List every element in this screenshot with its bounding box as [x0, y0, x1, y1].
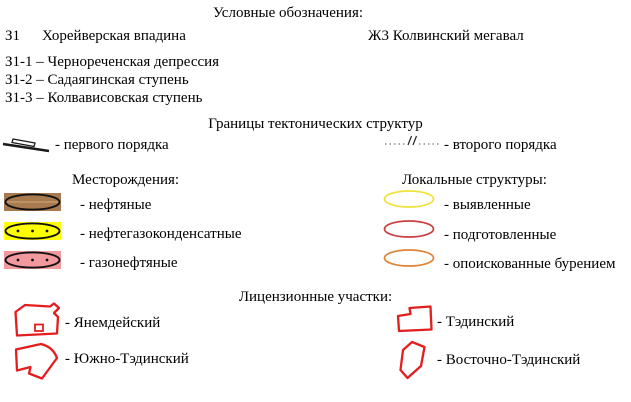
boundaries-heading: Границы тектонических структур	[208, 116, 423, 132]
oil-field-icon	[4, 193, 61, 211]
identified-structure-icon	[383, 189, 435, 209]
tectonic-code-left: З1	[5, 28, 21, 44]
tedinsky-area-label: - Тэдинский	[437, 314, 515, 330]
tedinsky-area-icon	[396, 305, 434, 333]
gas-oil-field-icon	[4, 251, 61, 269]
tectonic-sub-item: З1-1 – Чернореченская депрессия	[5, 54, 220, 70]
gas-oil-field-label: - газонефтяные	[80, 255, 178, 271]
tectonic-name-right: Ж3 Колвинский мегавал	[368, 28, 524, 44]
license-areas-heading: Лицензионные участки:	[238, 289, 393, 305]
drilled-structure-label: - опоискованные бурением	[444, 256, 616, 272]
second-order-boundary-label: - второго порядка	[444, 137, 557, 153]
first-order-boundary-label: - первого порядка	[55, 137, 169, 153]
vostochno-tedinsky-area-icon	[398, 340, 428, 382]
second-order-boundary-icon	[384, 132, 440, 150]
oil-gas-condensate-field-icon	[4, 222, 61, 240]
yuzhno-tedinsky-area-label: - Южно-Тэдинский	[65, 351, 189, 367]
drilled-structure-icon	[383, 248, 435, 268]
tectonic-sub-item: З1-2 – Садаягинская ступень	[5, 72, 189, 88]
identified-structure-label: - выявленные	[444, 197, 531, 213]
yanemdeysky-area-label: - Янемдейский	[65, 315, 161, 331]
vostochno-tedinsky-area-label: - Восточно-Тэдинский	[437, 352, 581, 368]
first-order-boundary-icon	[2, 135, 50, 155]
prepared-structure-icon	[383, 219, 435, 239]
yanemdeysky-area-icon	[14, 302, 62, 338]
legend-title: Условные обозначения:	[212, 5, 364, 21]
tectonic-sub-item: З1-3 – Колвависовская ступень	[5, 90, 203, 106]
local-structures-heading: Локальные структуры:	[402, 172, 547, 188]
oil-field-label: - нефтяные	[80, 197, 152, 213]
oil-gas-condensate-field-label: - нефтегазоконденсатные	[80, 226, 242, 242]
prepared-structure-label: - подготовленные	[444, 227, 557, 243]
fields-heading: Месторождения:	[72, 172, 180, 188]
tectonic-name-left: Хорейверская впадина	[42, 28, 186, 44]
yuzhno-tedinsky-area-icon	[13, 342, 61, 382]
